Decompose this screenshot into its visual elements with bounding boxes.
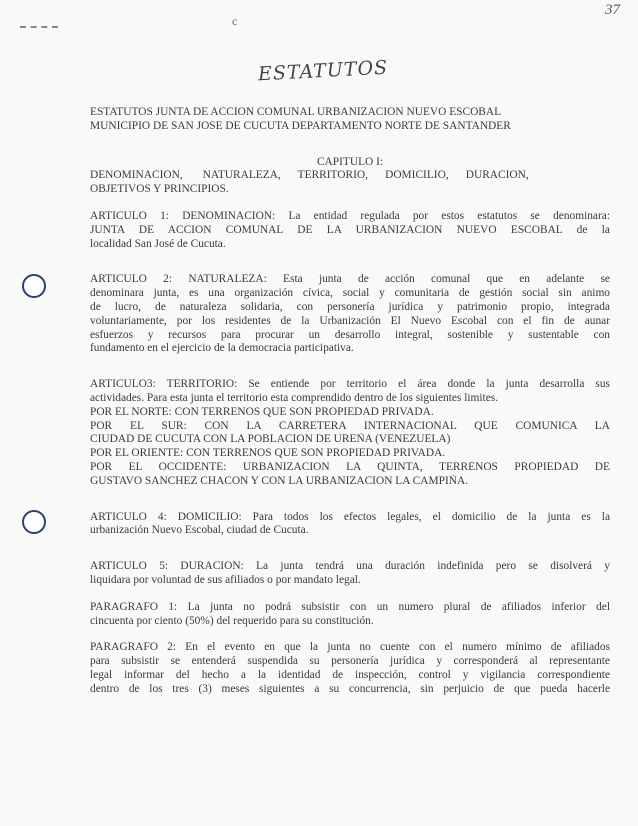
paragraph-2-line: PARAGRAFO 2: En el evento en que la junta no cuente con el numero mínimo de afiliados xyxy=(90,641,610,654)
article-5-line: ARTICULO 5: DURACION: La junta tendrá una duración indefinida pero se disolverá y xyxy=(90,560,610,573)
header-line: MUNICIPIO DE SAN JOSE DE CUCUTA DEPARTAMENTO NORTE DE SANTANDER xyxy=(90,119,511,132)
article-5-line: liquidara por voluntad de sus afiliados o por mandato legal. xyxy=(90,573,361,586)
header-line: ESTATUTOS JUNTA DE ACCION COMUNAL URBANIZACION NUEVO ESCOBAL xyxy=(90,106,502,118)
paragraph-2-line: dentro de los tres (3) meses siguientes a su concurrencia, sin perjuicio de que pueda hacerle xyxy=(90,682,610,695)
article-2-line: esfuerzos y recursos para procurar un desarrollo integral, sostenible y sustentable con xyxy=(90,328,610,341)
chapter-subtitle: DENOMINACION, NATURALEZA, TERRITORIO, DOMICILIO, DURACION, xyxy=(90,169,529,182)
pen-mark-tick: c xyxy=(232,14,238,28)
article-1-line: JUNTA DE ACCION COMUNAL DE LA URBANIZACION NUEVO ESCOBAL de la xyxy=(90,223,610,236)
punch-hole-icon xyxy=(22,274,46,298)
page-number: 37 xyxy=(605,2,620,18)
article-3-line: POR EL SUR: CON LA CARRETERA INTERNACIONAL QUE COMUNICA LA xyxy=(90,419,610,432)
article-3-line: actividades. Para esta junta el territorio esta comprendido dentro de los siguientes limites. xyxy=(90,391,499,404)
article-3-line: POR EL ORIENTE: CON TERRENOS QUE SON PROPIEDAD PRIVADA. xyxy=(90,447,446,460)
paragraph-2-line: legal informar del hecho a la identidad de inspección, control y vigilancia correspondiente xyxy=(90,668,610,681)
article-4-line: urbanización Nuevo Escobal, ciudad de Cucuta. xyxy=(90,524,309,537)
article-1-line: ARTICULO 1: DENOMINACION: La entidad regulada por estos estatutos se denominara: xyxy=(90,209,610,222)
document-body xyxy=(90,106,610,697)
article-2-line: ARTICULO 2: NATURALEZA: Esta junta de acción comunal que en adelante se xyxy=(90,273,610,286)
article-3-line: POR EL OCCIDENTE: URBANIZACION LA QUINTA, TERRENOS PROPIEDAD DE xyxy=(90,460,610,473)
punch-hole-icon xyxy=(22,510,46,534)
chapter-subtitle: OBJETIVOS Y PRINCIPIOS. xyxy=(90,183,229,196)
pen-mark xyxy=(20,26,58,34)
article-3-line: ARTICULO3: TERRITORIO: Se entiende por territorio el área donde la junta desarrolla sus xyxy=(90,378,610,391)
paragraph-2-line: para subsistir se entenderá suspendida su personería jurídica y corresponderá al representante xyxy=(90,655,610,668)
paragraph-1-line: PARAGRAFO 1: La junta no podrá subsistir con un numero plural de afiliados inferior del xyxy=(90,600,610,613)
paragraph-1-line: cincuenta por ciento (50%) del requerido para su constitución. xyxy=(90,614,374,627)
article-2-line: voluntariamente, por los residentes de la Urbanización El Nuevo Escobal con el fin de aunar xyxy=(90,314,610,327)
handwritten-title: ESTATUTOS xyxy=(257,56,389,86)
article-2-line: de lucro, de naturaleza solidaria, con personería jurídica y patrimonio propio, integrada xyxy=(90,300,610,313)
article-3-line: POR EL NORTE: CON TERRENOS QUE SON PROPIEDAD PRIVADA. xyxy=(90,405,434,418)
article-2-line: denominara junta, es una organización cívica, social y comunitaria de gestión social sin animo xyxy=(90,287,610,300)
article-2-line: fundamento en el ejercicio de la democracia participativa. xyxy=(90,342,354,355)
chapter-title: CAPITULO I: xyxy=(316,155,384,168)
article-3-line: GUSTAVO SANCHEZ CHACON Y CON LA URBANIZACION LA CAMPIÑA. xyxy=(90,474,469,487)
article-1-line: localidad San José de Cucuta. xyxy=(90,237,226,250)
article-4-line: ARTICULO 4: DOMICILIO: Para todos los efectos legales, el domicilio de la junta es la xyxy=(90,510,610,523)
article-3-line: CIUDAD DE CUCUTA CON LA POBLACION DE UREÑA (VENEZUELA) xyxy=(90,433,451,446)
